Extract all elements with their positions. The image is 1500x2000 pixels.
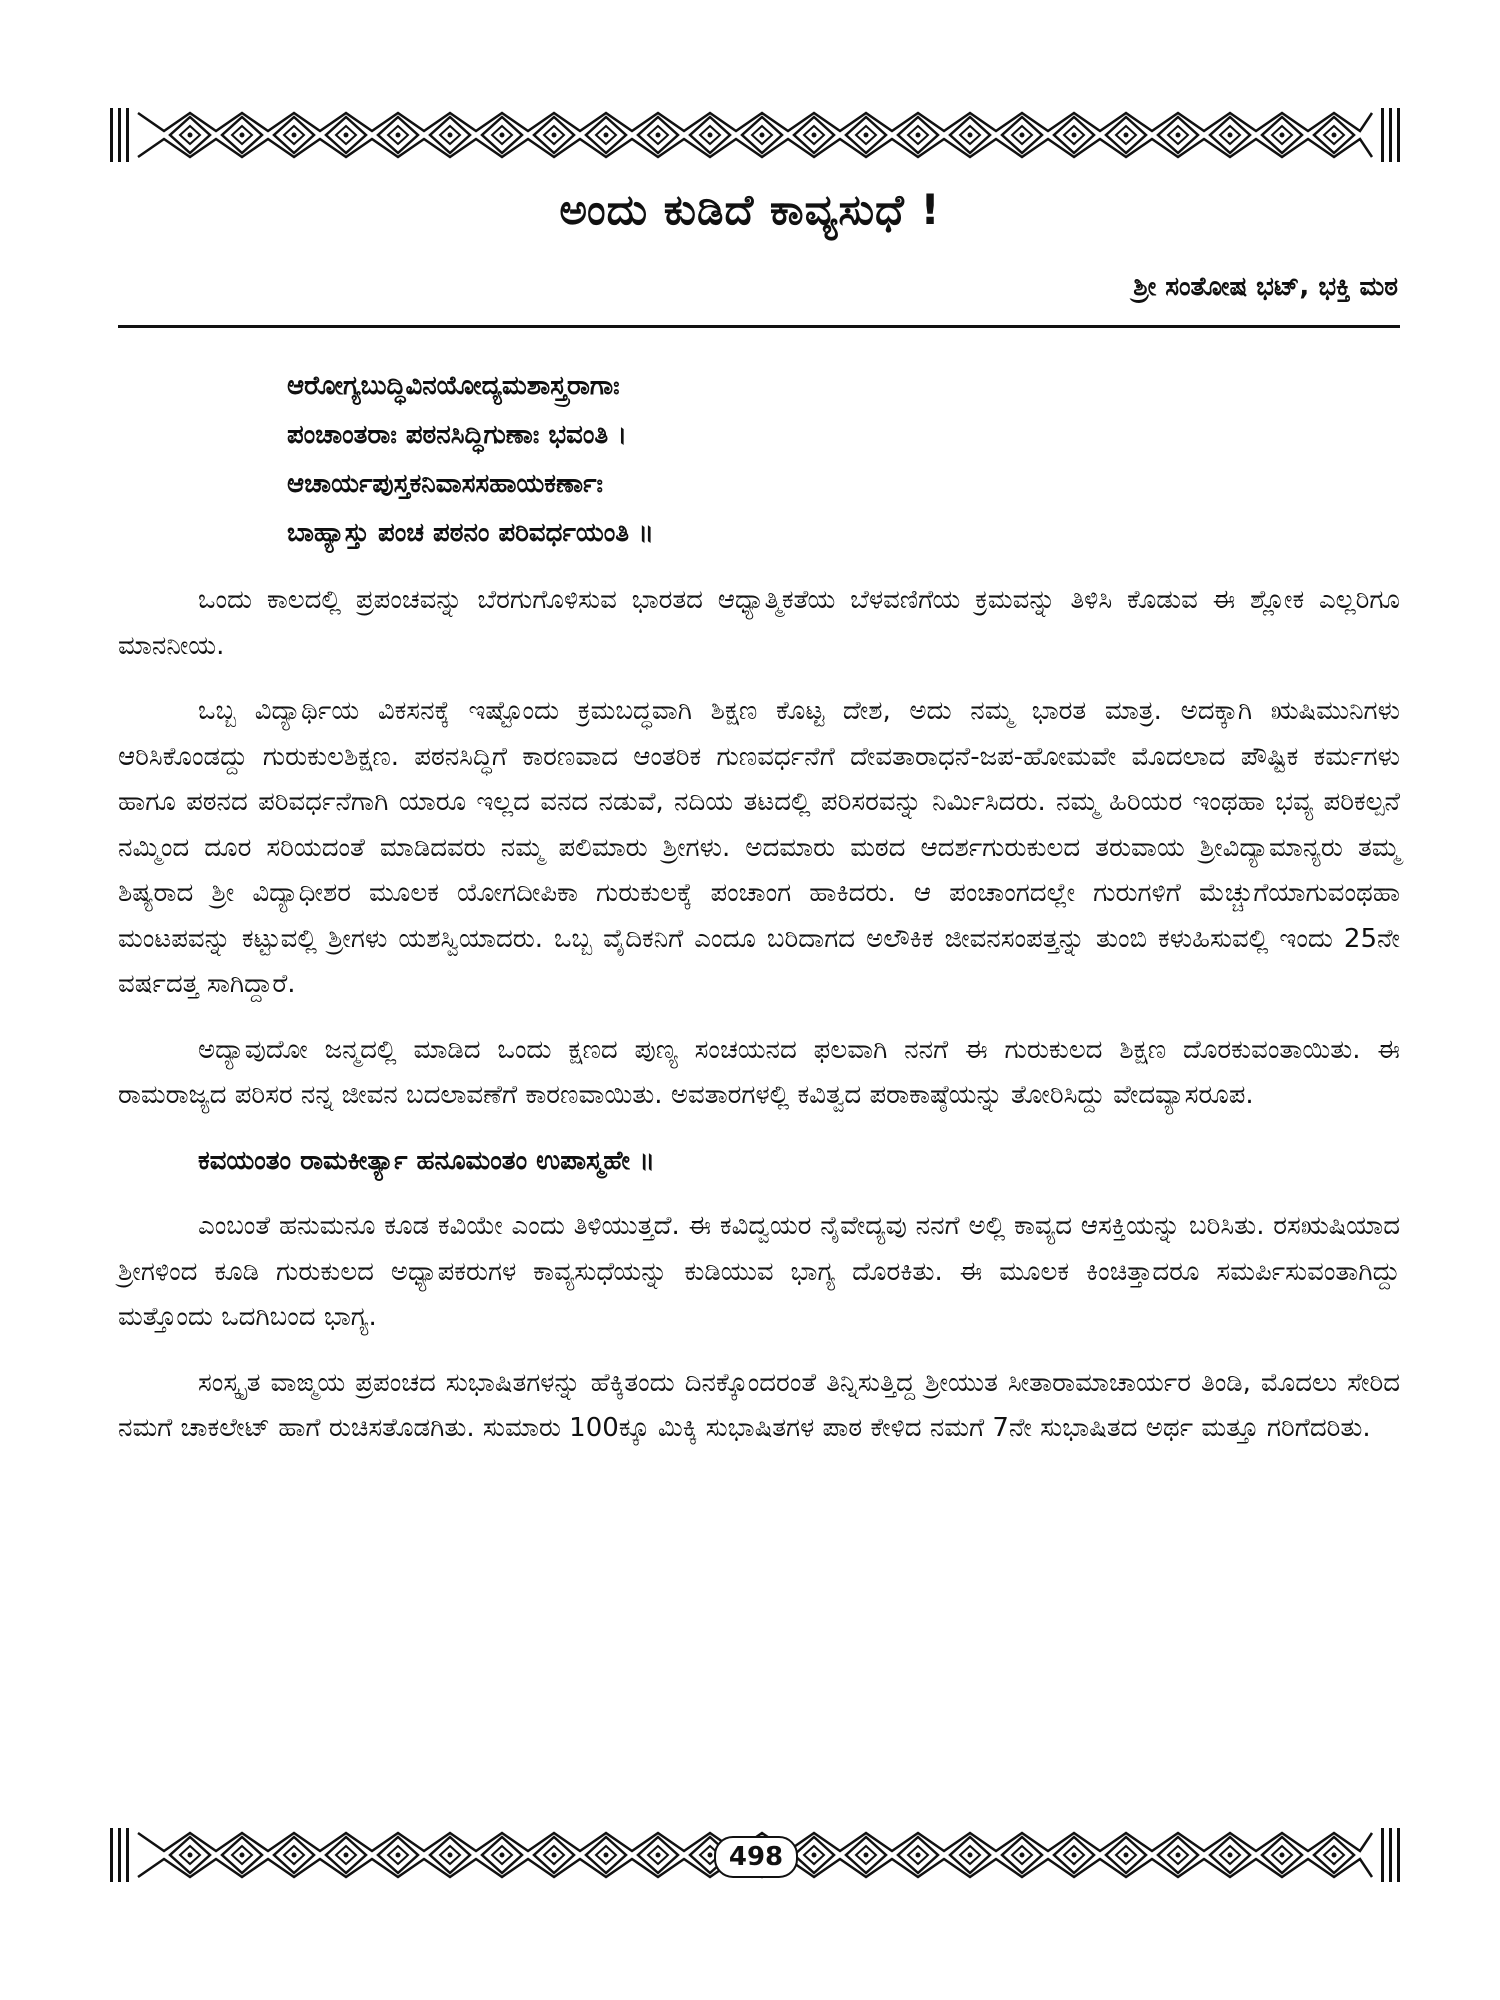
page-title: ಅಂದು ಕುಡಿದೆ ಕಾವ್ಯಸುಧೆ ! — [559, 185, 941, 234]
shloka-line: ಆಚಾರ್ಯಪುಸ್ತಕನಿವಾಸಸಹಾಯಕರ್ಣಾಃ — [287, 469, 603, 499]
paragraph: ಎಂಬಂತೆ ಹನುಮನೂ ಕೂಡ ಕವಿಯೇ ಎಂದು ತಿಳಿಯುತ್ತದೆ. ಈ ಕವಿದ್ವಯರ ನೈವೇದ್ಯವು ನನಗೆ ಅಲ್ಲಿ ಕಾವ್ಯದ ಆಸಕ್ತಿಯನ್ನು ಬರಿಸಿತು. ರಸಋಷಿಯಾದ ಶ್ರೀಗಳಿಂದ ಕೂಡಿ ಗುರುಕುಲದ ಅಧ್ಯಾಪಕರುಗಳ ಕಾವ್ಯಸುಧೆಯನ್ನು ಕುಡಿಯುವ ಭಾಗ್ಯ ದೊರಕಿತು. ಈ ಮೂಲಕ ಕಿಂಚಿತ್ತಾದರೂ ಸಮರ್ಪಿಸುವಂತಾಗಿದ್ದು ಮತ್ತೊಂದು ಒದಗಿಬಂದ ಭಾಗ್ಯ. — [118, 1211, 1400, 1332]
author-byline: ಶ್ರೀ ಸಂತೋಷ ಭಟ್, ಭಕ್ತಿ ಮಠ — [1133, 272, 1398, 302]
border-ornament-svg — [110, 102, 1400, 168]
paragraph: ಒಬ್ಬ ವಿದ್ಯಾರ್ಥಿಯ ವಿಕಸನಕ್ಕೆ ಇಷ್ಟೊಂದು ಕ್ರಮಬದ್ಧವಾಗಿ ಶಿಕ್ಷಣ ಕೊಟ್ಟ ದೇಶ, ಅದು ನಮ್ಮ ಭಾರತ ಮಾತ್ರ. ಅದಕ್ಕಾಗಿ ಋಷಿಮುನಿಗಳು ಆರಿಸಿಕೊಂಡದ್ದು ಗುರುಕುಲಶಿಕ್ಷಣ. ಪಠನಸಿದ್ಧಿಗೆ ಕಾರಣವಾದ ಆಂತರಿಕ ಗುಣವರ್ಧನೆಗೆ ದೇವತಾರಾಧನೆ-ಜಪ-ಹೋಮವೇ ಮೊದಲಾದ ಪೌಷ್ಟಿಕ ಕರ್ಮಗಳು ಹಾಗೂ ಪಠನದ ಪರಿವರ್ಧನೆಗಾಗಿ ಯಾರೂ ಇಲ್ಲದ ವನದ ನಡುವೆ, ನದಿಯ ತಟದಲ್ಲಿ ಪರಿಸರವನ್ನು ನಿರ್ಮಿಸಿದರು. ನಮ್ಮ ಹಿರಿಯರ ಇಂಥಹಾ ಭವ್ಯ ಪರಿಕಲ್ಪನೆ ನಮ್ಮಿಂದ ದೂರ ಸರಿಯದಂತೆ ಮಾಡಿದವರು ನಮ್ಮ ಪಲಿಮಾರು ಶ್ರೀಗಳು. ಅದಮಾರು ಮಠದ ಆದರ್ಶಗುರುಕುಲದ ತರುವಾಯ ಶ್ರೀವಿದ್ಯಾಮಾನ್ಯರು ತಮ್ಮ ಶಿಷ್ಯರಾದ ಶ್ರೀ ವಿದ್ಯಾಧೀಶರ ಮೂಲಕ ಯೋಗದೀಪಿಕಾ ಗುರುಕುಲಕ್ಕೆ ಪಂಚಾಂಗ ಹಾಕಿದರು. ಆ ಪಂಚಾಂಗದಲ್ಲೇ ಗುರುಗಳಿಗೆ ಮೆಚ್ಚುಗೆಯಾಗುವಂಥಹಾ ಮಂಟಪವನ್ನು ಕಟ್ಟುವಲ್ಲಿ ಶ್ರೀಗಳು ಯಶಸ್ವಿಯಾದರು. ಒಬ್ಬ ವೈದಿಕನಿಗೆ ಎಂದೂ ಬರಿದಾಗದ ಅಲೌಕಿಕ ಜೀವನಸಂಪತ್ತನ್ನು ತುಂಬಿ ಕಳುಹಿಸುವಲ್ಲಿ ಇಂದು 25ನೇ ವರ್ಷದತ್ತ ಸಾಗಿದ್ದಾರೆ. — [118, 696, 1400, 999]
quoted-verse: ಕವಯಂತಂ ರಾಮಕೀರ್ತ್ಯಾ ಹನೂಮಂತಂ ಉಪಾಸ್ಮಹೇ ॥ — [198, 1145, 655, 1176]
top-decorative-border — [110, 102, 1400, 168]
paragraph: ಸಂಸ್ಕೃತ ವಾಙ್ಮಯ ಪ್ರಪಂಚದ ಸುಭಾಷಿತಗಳನ್ನು ಹೆಕ್ಕಿತಂದು ದಿನಕ್ಕೊಂದರಂತೆ ತಿನ್ನಿಸುತ್ತಿದ್ದ ಶ್ರೀಯುತ ಸೀತಾರಾಮಾಚಾರ್ಯರ ತಿಂಡಿ, ಮೊದಲು ಸೇರಿದ ನಮಗೆ ಚಾಕಲೇಟ್ ಹಾಗೆ ರುಚಿಸತೊಡಗಿತು. ಸುಮಾರು 100ಕ್ಕೂ ಮಿಕ್ಕಿ ಸುಭಾಷಿತಗಳ ಪಾಠ ಕೇಳಿದ ನಮಗೆ 7ನೇ ಸುಭಾಷಿತದ ಅರ್ಥ ಮತ್ತೂ ಗರಿಗೆದರಿತು. — [118, 1367, 1400, 1443]
page-number: 498 — [714, 1836, 798, 1878]
header-divider — [118, 325, 1400, 328]
shloka-line: ಬಾಹ್ಯಾಸ್ತು ಪಂಚ ಪಠನಂ ಪರಿವರ್ಧಯಂತಿ ॥ — [287, 518, 654, 548]
paragraph: ಒಂದು ಕಾಲದಲ್ಲಿ ಪ್ರಪಂಚವನ್ನು ಬೆರಗುಗೊಳಿಸುವ ಭಾರತದ ಆಧ್ಯಾತ್ಮಿಕತೆಯ ಬೆಳವಣಿಗೆಯ ಕ್ರಮವನ್ನು ತಿಳಿಸಿ ಕೊಡುವ ಈ ಶ್ಲೋಕ ಎಲ್ಲರಿಗೂ ಮಾನನೀಯ. — [118, 585, 1400, 661]
shloka-line: ಆರೋಗ್ಯಬುದ್ಧಿವಿನಯೋದ್ಯಮಶಾಸ್ತ್ರರಾಗಾಃ — [287, 371, 620, 401]
paragraph: ಅದ್ಯಾವುದೋ ಜನ್ಮದಲ್ಲಿ ಮಾಡಿದ ಒಂದು ಕ್ಷಣದ ಪುಣ್ಯ ಸಂಚಯನದ ಫಲವಾಗಿ ನನಗೆ ಈ ಗುರುಕುಲದ ಶಿಕ್ಷಣ ದೊರಕುವಂತಾಯಿತು. ಈ ರಾಮರಾಜ್ಯದ ಪರಿಸರ ನನ್ನ ಜೀವನ ಬದಲಾವಣೆಗೆ ಕಾರಣವಾಯಿತು. ಅವತಾರಗಳಲ್ಲಿ ಕವಿತ್ವದ ಪರಾಕಾಷ್ಠೆಯನ್ನು ತೋರಿಸಿದ್ದು ವೇದವ್ಯಾಸರೂಪ. — [118, 1034, 1400, 1110]
article-body — [118, 578, 1400, 1472]
shloka-block — [287, 362, 1337, 558]
shloka-line: ಪಂಚಾಂತರಾಃ ಪಠನಸಿದ್ಧಿಗುಣಾಃ ಭವಂತಿ । — [287, 420, 628, 450]
